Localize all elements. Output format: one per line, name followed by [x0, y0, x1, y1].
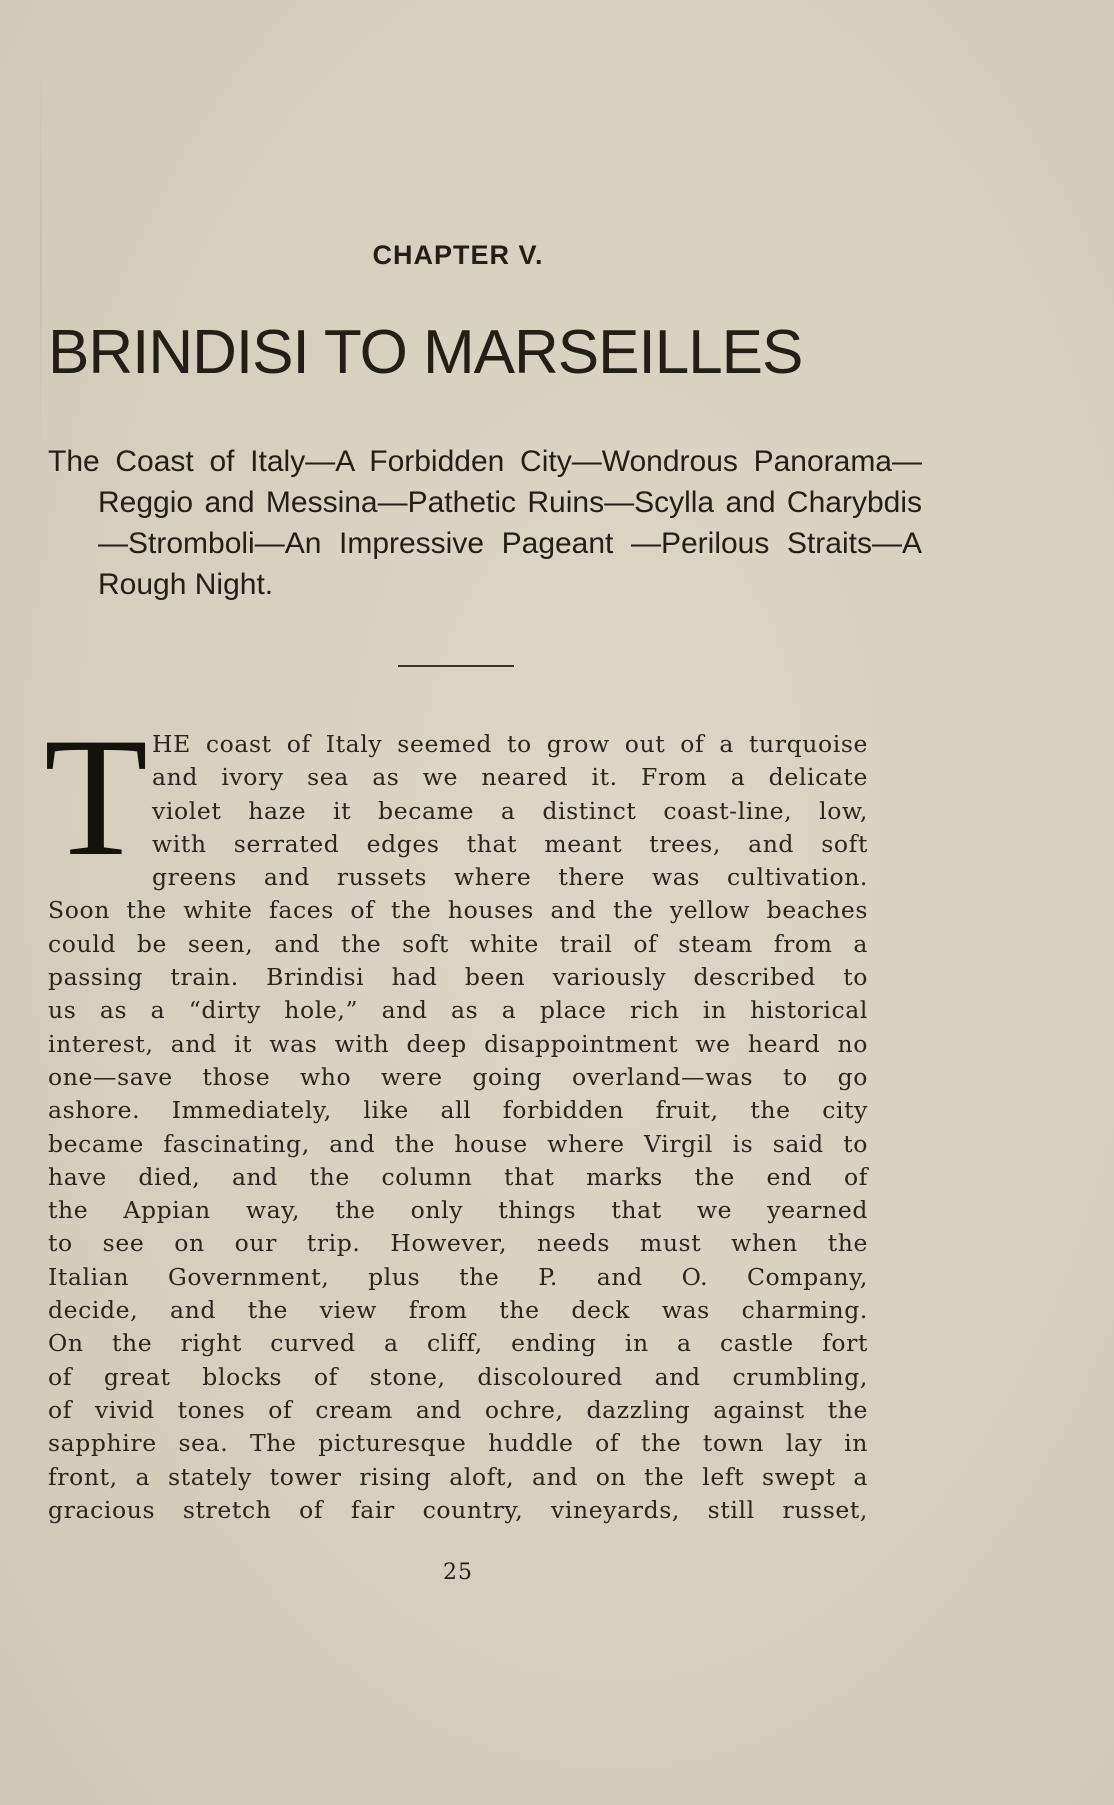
text-line: us as a “dirty hole,” and as a place rich in historical	[48, 996, 868, 1025]
chapter-synopsis: The Coast of Italy—A Forbidden City—Wondrous Panorama—Reggio and Messina—Pathetic Ruins—Scylla and Charybdis—Stromboli—An Impressive Pageant —Perilous Straits—A Rough Night.	[48, 445, 922, 601]
chapter-label: CHAPTER V.	[372, 240, 544, 270]
text-line: greens and russets where there was cultivation.	[152, 863, 868, 892]
text-line: gracious stretch of fair country, vineyards, still russet,	[48, 1495, 868, 1524]
body-text	[48, 728, 868, 1527]
text-line: sapphire sea. The picturesque huddle of the town lay in	[48, 1429, 868, 1458]
text-line: became fascinating, and the house where Virgil is said to	[48, 1129, 868, 1158]
text-line: front, a stately tower rising aloft, and on the left swept a	[48, 1462, 868, 1491]
text-line: violet haze it became a distinct coast-line, low,	[152, 796, 868, 825]
chapter-title: BRINDISI TO MARSEILLES	[48, 318, 803, 387]
text-line: Italian Government, plus the P. and O. Company,	[48, 1262, 868, 1291]
text-line: ashore. Immediately, like all forbidden fruit, the city	[48, 1096, 868, 1125]
text-line: interest, and it was with deep disappointment we heard no	[48, 1029, 868, 1058]
text-line: of great blocks of stone, discoloured and crumbling,	[48, 1362, 868, 1391]
text-line: passing train. Brindisi had been variously described to	[48, 963, 868, 992]
text-line: On the right curved a cliff, ending in a castle fort	[48, 1329, 868, 1358]
text-line: with serrated edges that meant trees, and soft	[152, 829, 868, 858]
text-line: the Appian way, the only things that we yearned	[48, 1196, 868, 1225]
text-line: could be seen, and the soft white trail of steam from a	[48, 929, 868, 958]
section-divider	[398, 665, 514, 667]
text-line: decide, and the view from the deck was charming.	[48, 1296, 868, 1325]
text-line: to see on our trip. However, needs must when the	[48, 1229, 868, 1258]
drop-cap: T	[44, 703, 148, 891]
text-line: HE coast of Italy seemed to grow out of a turquoise	[152, 730, 868, 758]
text-line: and ivory sea as we neared it. From a delicate	[152, 763, 868, 792]
text-line: of vivid tones of cream and ochre, dazzling against the	[48, 1395, 868, 1424]
text-line: Soon the white faces of the houses and the yellow beaches	[48, 896, 868, 925]
text-line: one—save those who were going overland—was to go	[48, 1062, 868, 1091]
text-line: have died, and the column that marks the end of	[48, 1162, 868, 1191]
page-number: 25	[443, 1560, 473, 1585]
